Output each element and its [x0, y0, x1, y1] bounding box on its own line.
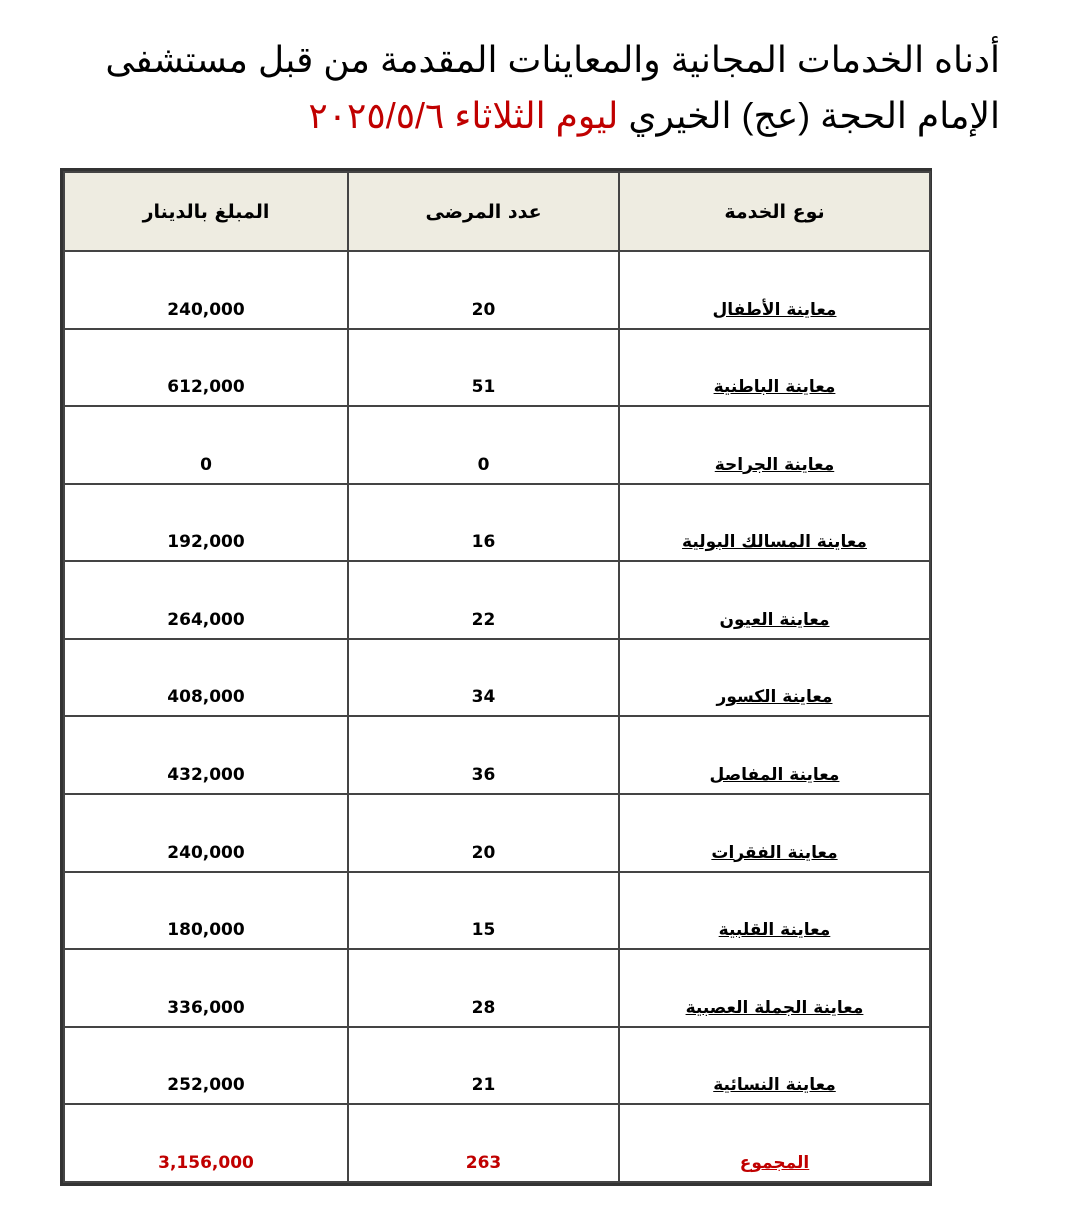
patients-cell: 15: [348, 872, 619, 950]
patients-cell: 16: [348, 484, 619, 562]
table-row: [64, 716, 930, 794]
heading-line-2: [60, 88, 1000, 144]
service-cell: معاينة العيون: [619, 561, 930, 639]
patients-cell: 28: [348, 949, 619, 1027]
patients-cell: 36: [348, 716, 619, 794]
amount-cell: 252,000: [64, 1027, 348, 1105]
service-cell: معاينة المفاصل: [619, 716, 930, 794]
table-row: [64, 329, 930, 407]
amount-cell: 612,000: [64, 329, 348, 407]
service-cell: معاينة الكسور: [619, 639, 930, 717]
amount-cell: 336,000: [64, 949, 348, 1027]
service-cell: معاينة الأطفال: [619, 251, 930, 329]
patients-cell: 22: [348, 561, 619, 639]
table-row: [64, 1027, 930, 1105]
table-row: [64, 639, 930, 717]
amount-cell: 180,000: [64, 872, 348, 950]
patients-cell: 34: [348, 639, 619, 717]
service-cell: معاينة الجراحة: [619, 406, 930, 484]
service-cell: معاينة الجملة العصبية: [619, 949, 930, 1027]
amount-cell: 432,000: [64, 716, 348, 794]
amount-cell: 240,000: [64, 251, 348, 329]
table-row: [64, 484, 930, 562]
table-row: [64, 794, 930, 872]
patients-cell: 51: [348, 329, 619, 407]
table-header-row: [64, 172, 930, 251]
services-table-container: [60, 168, 932, 1186]
service-cell: معاينة الفقرات: [619, 794, 930, 872]
service-cell: معاينة الباطنية: [619, 329, 930, 407]
service-cell: معاينة النسائية: [619, 1027, 930, 1105]
patients-cell: 20: [348, 794, 619, 872]
services-table: [63, 171, 931, 1183]
service-cell: معاينة المسالك البولية: [619, 484, 930, 562]
header-amount: المبلغ بالدينار: [64, 172, 348, 251]
table-row: [64, 949, 930, 1027]
amount-cell: 408,000: [64, 639, 348, 717]
total-amount: 3,156,000: [64, 1104, 348, 1182]
amount-cell: 240,000: [64, 794, 348, 872]
patients-cell: 0: [348, 406, 619, 484]
total-label: المجموع: [619, 1104, 930, 1182]
table-row: [64, 872, 930, 950]
patients-cell: 20: [348, 251, 619, 329]
page-heading: [60, 32, 1000, 144]
heading-date: ليوم الثلاثاء ٢٠٢٥/٥/٦: [308, 95, 619, 136]
heading-hospital-name: الإمام الحجة (عج) الخيري: [618, 95, 1000, 136]
patients-cell: 21: [348, 1027, 619, 1105]
header-service: نوع الخدمة: [619, 172, 930, 251]
heading-line-1: أدناه الخدمات المجانية والمعاينات المقدمة من قبل مستشفى: [105, 39, 1000, 80]
header-patients: عدد المرضى: [348, 172, 619, 251]
amount-cell: 264,000: [64, 561, 348, 639]
total-patients: 263: [348, 1104, 619, 1182]
total-row: [64, 1104, 930, 1182]
service-cell: معاينة القلبية: [619, 872, 930, 950]
table-row: [64, 406, 930, 484]
amount-cell: 0: [64, 406, 348, 484]
table-row: [64, 251, 930, 329]
table-row: [64, 561, 930, 639]
amount-cell: 192,000: [64, 484, 348, 562]
